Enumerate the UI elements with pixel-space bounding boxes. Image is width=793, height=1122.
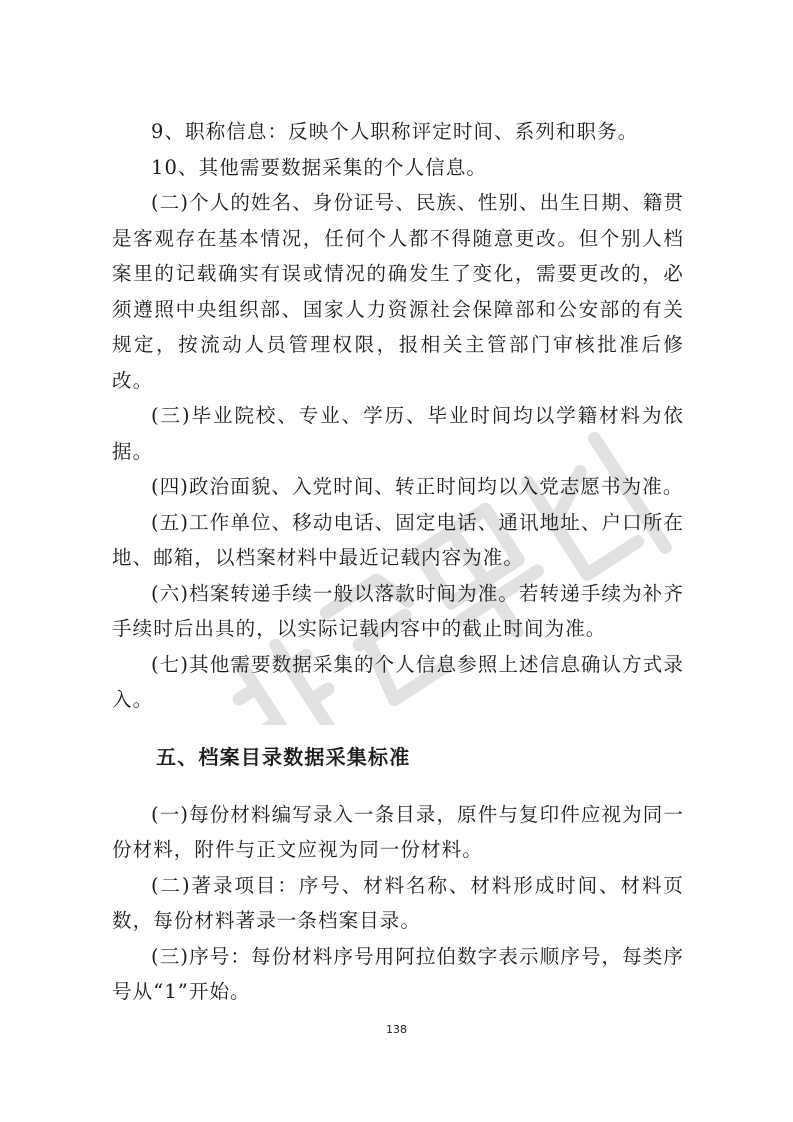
section-heading: 五、档案目录数据采集标准 xyxy=(156,744,411,769)
paragraph: 10、其他需要数据采集的个人信息。 xyxy=(151,155,488,179)
paragraph: (五)工作单位、移动电话、固定电话、通讯地址、户口所在地、邮箱，以档案材料中最近记载内容为准。 xyxy=(112,510,684,569)
paragraph: (三)毕业院校、专业、学历、毕业时间均以学籍材料为依据。 xyxy=(112,404,684,463)
paragraph: (二)著录项目：序号、材料名称、材料形成时间、材料页数，每份材料著录一条档案目录。 xyxy=(112,873,684,932)
paragraph: (三)序号：每份材料序号用阿拉伯数字表示顺序号，每类序号从“1”开始。 xyxy=(112,944,684,1003)
paragraph: (二)个人的姓名、身份证号、民族、性别、出生日期、籍贯是客观存在基本情况，任何个人都不得随意更改。但个别人档案里的记载确实有误或情况的确发生了变化，需要更改的，必须遵照中央组织部、国家人力资源社会保障部和公安部的有关规定，按流动人员管理权限，报相关主管部门审核批准后修改。 xyxy=(112,191,684,392)
paragraph: (一)每份材料编写录入一条目录，原件与复印件应视为同一份材料，附件与正文应视为同一份材料。 xyxy=(112,802,684,861)
paragraph: (六)档案转递手续一般以落款时间为准。若转递手续为补齐手续时后出具的，以实际记载内容中的截止时间为准。 xyxy=(112,581,684,640)
document-body xyxy=(112,114,684,1010)
paragraph: (四)政治面貌、入党时间、转正时间均以入党志愿书为准。 xyxy=(151,475,684,498)
paragraph: (七)其他需要数据采集的个人信息参照上述信息确认方式录入。 xyxy=(112,652,684,711)
paragraph: 9、职称信息：反映个人职称评定时间、系列和职务。 xyxy=(151,120,639,143)
page-number: 138 xyxy=(386,1023,407,1036)
